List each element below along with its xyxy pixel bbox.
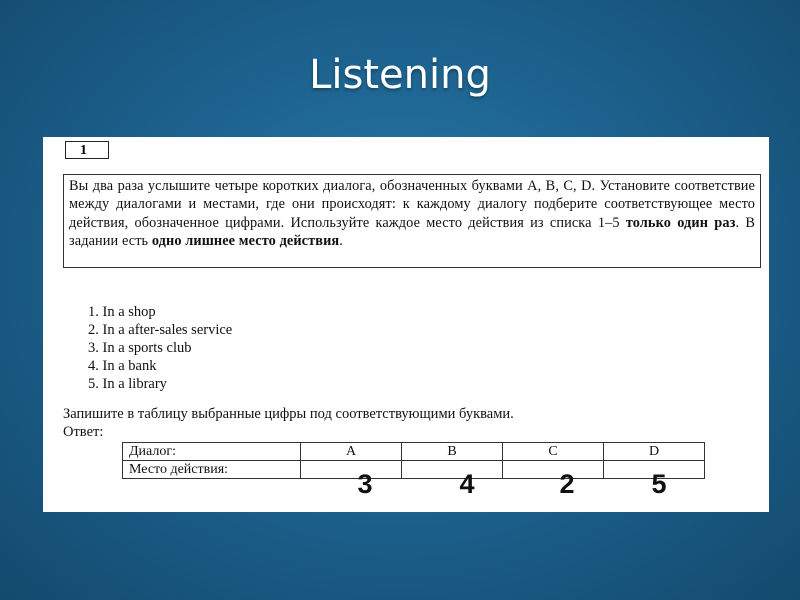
answer-label: Ответ: xyxy=(63,424,104,440)
place-item: 3. In a sports club xyxy=(88,340,192,356)
answer-table xyxy=(122,442,705,479)
table-row xyxy=(123,461,705,479)
slide-title: Listening xyxy=(309,52,491,98)
instruction-text: . В задании есть xyxy=(69,214,756,250)
place-item: 5. In a library xyxy=(88,376,167,392)
column-header: B xyxy=(402,443,503,461)
column-header: D xyxy=(604,443,705,461)
places-list xyxy=(88,303,232,393)
column-header: C xyxy=(503,443,604,461)
answer-digit-a: 3 xyxy=(357,469,373,499)
instruction-text: . xyxy=(339,233,343,250)
answer-digit-b: 4 xyxy=(459,469,475,499)
task-sheet xyxy=(43,137,769,512)
answer-digit-c: 2 xyxy=(559,469,575,499)
write-instruction: Запишите в таблицу выбранные цифры под соответствующими буквами. xyxy=(63,406,514,422)
dialog-row-label: Диалог: xyxy=(123,443,301,461)
instruction-box xyxy=(63,174,761,268)
place-item: 2. In a after-sales service xyxy=(88,322,233,338)
instruction-emphasis: только один раз xyxy=(625,214,736,231)
place-item: 1. In a shop xyxy=(88,304,156,320)
table-row xyxy=(123,443,705,461)
task-number: 1 xyxy=(65,141,109,159)
place-row-label: Место действия: xyxy=(123,461,301,479)
place-item: 4. In a bank xyxy=(88,358,157,374)
column-header: A xyxy=(301,443,402,461)
answer-digit-d: 5 xyxy=(651,469,667,499)
instruction-text: Вы два раза услышите четыре коротких диалога, обозначенных буквами A, B, C, D. Установите соответствие между диалогами и местами, где они происходят: к каждому диалогу подберите соответствующее место действия, обозначенное цифрами. Используйте каждое место действия из списка 1–5 xyxy=(69,178,755,231)
instruction-emphasis: одно лишнее место действия xyxy=(151,233,340,250)
